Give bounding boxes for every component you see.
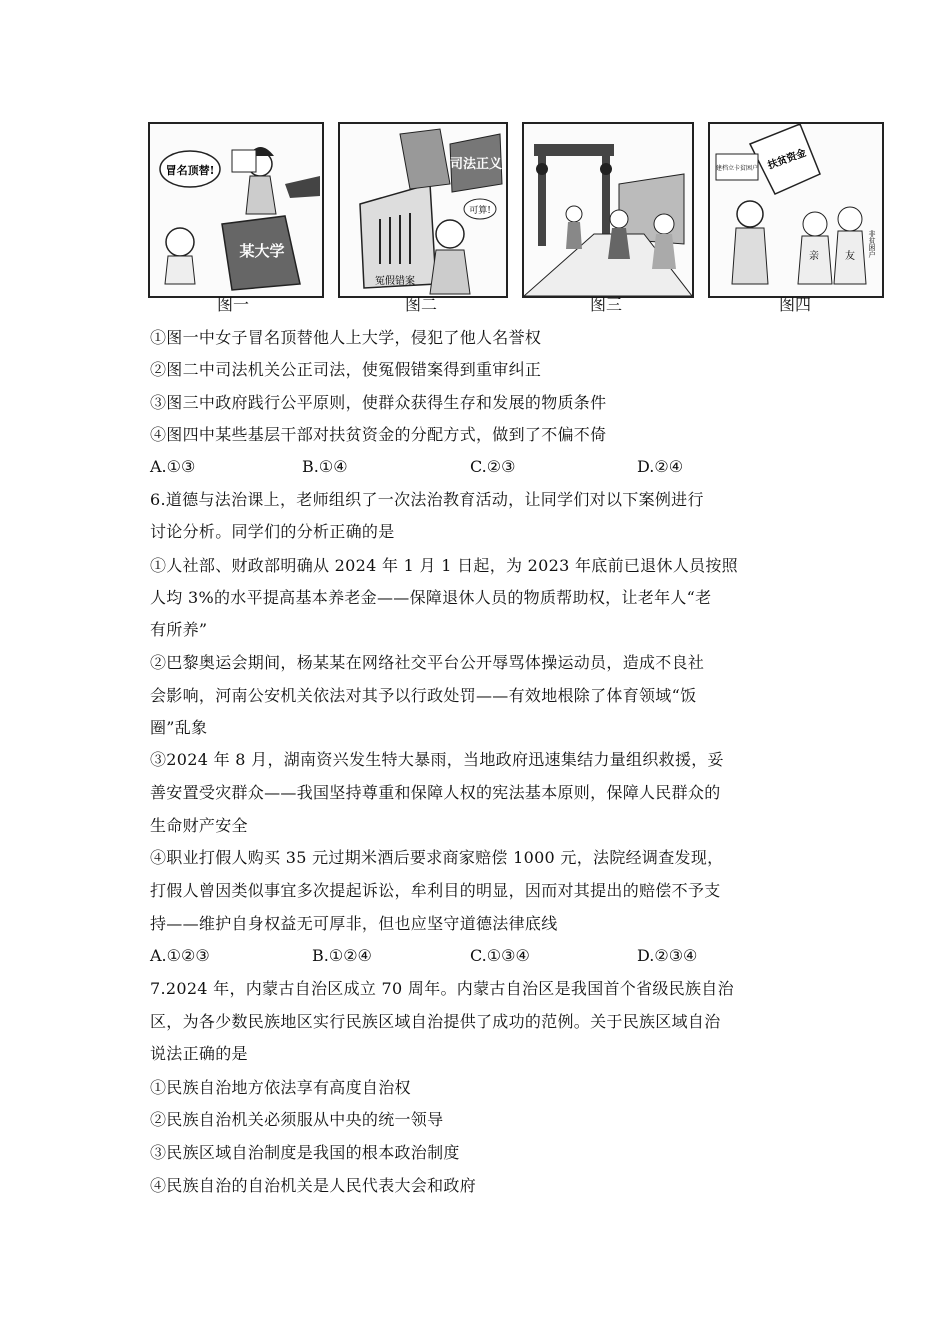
q6-item2-line-2: 会影响，河南公安机关依法对其予以行政处罚——有效地根除了体育领域“饭 [150, 686, 697, 705]
q6-item3-line-1: ③2024 年 8 月，湖南资兴发生特大暴雨，当地政府迅速集结力量组织救援，妥 [150, 750, 724, 769]
q6-item4-line-3: 持——维护自身权益无可厚非，但也应坚守道德法律底线 [150, 914, 558, 933]
caption-2: 图二 [404, 295, 437, 314]
comic-figure [148, 122, 883, 312]
q6-item2-line-3: 圈”乱象 [150, 718, 208, 737]
q7-statement-2: ②民族自治机关必须服从中央的统一领导 [150, 1110, 444, 1129]
q6-item1-line-2: 人均 3%的水平提高基本养老金——保障退休人员的物质帮助权，让老年人“老 [150, 588, 712, 607]
building-label-2: 冤假错案 [375, 276, 415, 287]
paper-label-4: 建档立卡贫困户 [715, 165, 759, 172]
q6-item4-line-2: 打假人曾因类似事宜多次提起诉讼，牟利目的明显，因而对其提出的赔偿不予支 [150, 881, 721, 900]
caption-1: 图一 [216, 295, 249, 314]
q6-item1-line-1: ①人社部、财政部明确从 2024 年 1 月 1 日起，为 2023 年底前已退休人员按照 [150, 556, 738, 575]
label-friend-4: 友 [845, 251, 855, 262]
comic-4-drawing [710, 124, 882, 296]
q5-statement-4: ④图四中某些基层干部对扶贫资金的分配方式，做到了不偏不倚 [150, 425, 607, 444]
q5-option-b: B.①④ [302, 457, 348, 476]
caption-4: 图四 [778, 295, 811, 314]
q7-statement-1: ①民族自治地方依法享有高度自治权 [150, 1078, 411, 1097]
q5-option-a: A.①③ [150, 457, 196, 476]
comic-panel-4 [708, 122, 884, 298]
q6-option-b: B.①②④ [312, 946, 372, 965]
comic-2-drawing [340, 124, 506, 296]
q5-statement-1: ①图一中女子冒名顶替他人上大学，侵犯了他人名誉权 [150, 328, 542, 347]
q6-stem-line-2: 讨论分析。同学们的分析正确的是 [150, 522, 395, 541]
q7-stem-line-1: 7.2024 年，内蒙古自治区成立 70 周年。内蒙古自治区是我国首个省级民族自治 [150, 979, 734, 998]
q6-option-d: D.②③④ [637, 946, 698, 965]
q7-statement-4: ④民族自治的自治机关是人民代表大会和政府 [150, 1176, 477, 1195]
comic-panel-1 [148, 122, 324, 298]
q6-option-c: C.①③④ [470, 946, 530, 965]
justice-sign-2: 司法正义 [449, 157, 503, 172]
q6-item3-line-3: 生命财产安全 [150, 816, 248, 835]
q7-stem-line-2: 区，为各少数民族地区实行民族区域自治提供了成功的范例。关于民族区域自治 [150, 1012, 721, 1031]
q6-item4-line-1: ④职业打假人购买 35 元过期米酒后要求商家赔偿 1000 元，法院经调查发现， [150, 848, 724, 867]
speech-text-1: 冒名顶替! [165, 164, 215, 177]
q5-statement-3: ③图三中政府践行公平原则，使群众获得生存和发展的物质条件 [150, 393, 607, 412]
q5-option-c: C.②③ [470, 457, 516, 476]
q5-statement-2: ②图二中司法机关公正司法，使冤假错案得到重审纠正 [150, 360, 542, 379]
speech-text-2: 可算! [469, 206, 491, 216]
sign-text-1: 某大学 [239, 242, 285, 260]
q6-item2-line-1: ②巴黎奥运会期间，杨某某在网络社交平台公开辱骂体操运动员，造成不良社 [150, 653, 705, 672]
comic-panel-2 [338, 122, 508, 298]
label-nonpoor-4: 非贫困户 [868, 230, 876, 258]
comic-3-drawing [524, 124, 692, 296]
q7-stem-line-3: 说法正确的是 [150, 1044, 248, 1063]
q5-option-d: D.②④ [637, 457, 684, 476]
q6-option-a: A.①②③ [150, 946, 210, 965]
q6-item1-line-3: 有所养” [150, 620, 208, 639]
q6-stem-line-1: 6.道德与法治课上，老师组织了一次法治教育活动，让同学们对以下案例进行 [150, 490, 704, 509]
q7-statement-3: ③民族区域自治制度是我国的根本政治制度 [150, 1143, 460, 1162]
q6-item3-line-2: 善安置受灾群众——我国坚持尊重和保障人权的宪法基本原则，保障人民群众的 [150, 783, 721, 802]
comic-1-drawing [150, 124, 322, 296]
label-relative-4: 亲 [809, 251, 819, 262]
caption-3: 图三 [589, 295, 622, 314]
comic-panel-3 [522, 122, 694, 298]
bag-label-4: 扶贫资金 [766, 147, 808, 172]
